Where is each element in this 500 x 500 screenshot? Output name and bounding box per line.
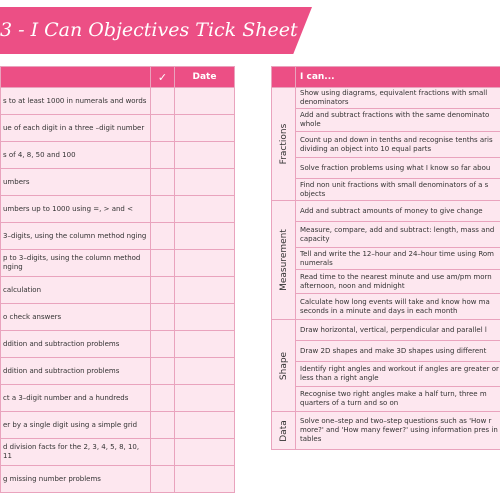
objective-row [1, 385, 235, 412]
objective-row [1, 196, 235, 223]
tick-cell[interactable] [151, 412, 175, 439]
tick-cell[interactable] [151, 358, 175, 385]
tick-cell[interactable] [151, 304, 175, 331]
tick-cell[interactable] [151, 250, 175, 277]
objective-row [1, 88, 235, 115]
objective-row [272, 412, 500, 450]
objective-text: ct a 3–digit number and a hundreds [1, 385, 151, 412]
category-text: Measurement [278, 229, 289, 291]
tick-cell[interactable] [151, 88, 175, 115]
objective-text: o check answers [1, 304, 151, 331]
objective-text: 3–digits, using the column method nging [1, 223, 151, 250]
date-cell[interactable] [175, 466, 235, 493]
objective-text: calculation [1, 277, 151, 304]
objective-row [272, 179, 500, 201]
objective-text: Solve one–step and two–step questions such as 'How r more?' and 'How many fewer?' using information pres in tables [296, 412, 500, 450]
objective-row [272, 88, 500, 109]
objective-row [272, 248, 500, 270]
objective-text: Calculate how long events will take and know how ma seconds in a minute and days in each month [296, 294, 500, 320]
objective-text: ddition and subtraction problems [1, 358, 151, 385]
date-cell[interactable] [175, 331, 235, 358]
date-cell[interactable] [175, 142, 235, 169]
objective-row [1, 466, 235, 493]
date-cell[interactable] [175, 250, 235, 277]
objective-text: ddition and subtraction problems [1, 331, 151, 358]
category-label-data [272, 412, 296, 450]
objective-row [272, 222, 500, 248]
tick-cell[interactable] [151, 115, 175, 142]
date-cell[interactable] [175, 439, 235, 466]
objective-row [1, 304, 235, 331]
objective-row [1, 115, 235, 142]
objective-text: Draw 2D shapes and make 3D shapes using different [296, 341, 500, 362]
left-header-row [1, 67, 235, 88]
objective-row [1, 358, 235, 385]
objective-text: p to 3–digits, using the column method nging [1, 250, 151, 277]
objective-text: Measure, compare, add and subtract: length, mass and capacity [296, 222, 500, 248]
date-cell[interactable] [175, 358, 235, 385]
objective-row [1, 250, 235, 277]
objective-row [1, 331, 235, 358]
objective-text: umbers [1, 169, 151, 196]
objective-text: ue of each digit in a three –digit number [1, 115, 151, 142]
objective-text: Tell and write the 12–hour and 24–hour time using Rom numerals [296, 248, 500, 270]
objective-text: g missing number problems [1, 466, 151, 493]
objective-row [272, 132, 500, 158]
tick-cell[interactable] [151, 169, 175, 196]
page-title: 3 - I Can Objectives Tick Sheet [0, 19, 298, 41]
objective-row [1, 277, 235, 304]
objective-text: Show using diagrams, equivalent fractions with small denominators [296, 88, 500, 109]
right-objectives-table [271, 66, 500, 450]
date-cell[interactable] [175, 277, 235, 304]
date-header: Date [175, 67, 235, 88]
objective-text: Find non unit fractions with small denominators of a s objects [296, 179, 500, 201]
left-objective-header [1, 67, 151, 88]
category-label-fractions [272, 88, 296, 201]
objective-row [1, 169, 235, 196]
objective-text: umbers up to 1000 using =, > and < [1, 196, 151, 223]
objective-row [272, 341, 500, 362]
objective-text: s to at least 1000 in numerals and words [1, 88, 151, 115]
objective-row [272, 320, 500, 341]
objective-row [272, 362, 500, 387]
right-header-row [272, 67, 500, 88]
objective-row [272, 109, 500, 132]
objective-text: Solve fraction problems using what I know so far abou [296, 158, 500, 179]
category-header [272, 67, 296, 88]
objective-text: er by a single digit using a simple grid [1, 412, 151, 439]
date-cell[interactable] [175, 88, 235, 115]
objective-row [272, 158, 500, 179]
tick-cell[interactable] [151, 277, 175, 304]
date-cell[interactable] [175, 304, 235, 331]
tick-cell[interactable] [151, 223, 175, 250]
objective-text: d division facts for the 2, 3, 4, 5, 8, 10, 11 [1, 439, 151, 466]
objective-text: Add and subtract fractions with the same denominato whole [296, 109, 500, 132]
objective-row [272, 270, 500, 294]
tick-cell[interactable] [151, 331, 175, 358]
objective-text: Identify right angles and workout if angles are greater or less than a right angle [296, 362, 500, 387]
date-cell[interactable] [175, 196, 235, 223]
date-cell[interactable] [175, 385, 235, 412]
date-cell[interactable] [175, 169, 235, 196]
objective-text: Recognise two right angles make a half turn, three m quarters of a turn and so on [296, 387, 500, 412]
date-cell[interactable] [175, 412, 235, 439]
objective-row [1, 412, 235, 439]
objective-text: Add and subtract amounts of money to give change [296, 201, 500, 222]
date-cell[interactable] [175, 115, 235, 142]
objective-text: s of 4, 8, 50 and 100 [1, 142, 151, 169]
objective-row [1, 223, 235, 250]
objective-text: Count up and down in tenths and recognise tenths aris dividing an object into 10 equal parts [296, 132, 500, 158]
tick-header: ✓ [151, 67, 175, 88]
left-objectives-table [0, 66, 235, 493]
objective-text: Read time to the nearest minute and use am/pm morn afternoon, noon and midnight [296, 270, 500, 294]
objective-text: Draw horizontal, vertical, perpendicular and parallel l [296, 320, 500, 341]
category-label-measurement [272, 201, 296, 320]
objective-row [272, 387, 500, 412]
objective-row [272, 201, 500, 222]
tick-cell[interactable] [151, 385, 175, 412]
date-cell[interactable] [175, 223, 235, 250]
category-label-shape [272, 320, 296, 412]
tick-cell[interactable] [151, 196, 175, 223]
tick-cell[interactable] [151, 439, 175, 466]
objective-row [1, 142, 235, 169]
objective-row [1, 439, 235, 466]
tick-cell[interactable] [151, 142, 175, 169]
tick-cell[interactable] [151, 466, 175, 493]
category-text: Shape [278, 351, 289, 380]
i-can-header: I can... [296, 67, 500, 88]
category-text: Data [278, 419, 289, 442]
objective-row [272, 294, 500, 320]
category-text: Fractions [278, 123, 289, 165]
